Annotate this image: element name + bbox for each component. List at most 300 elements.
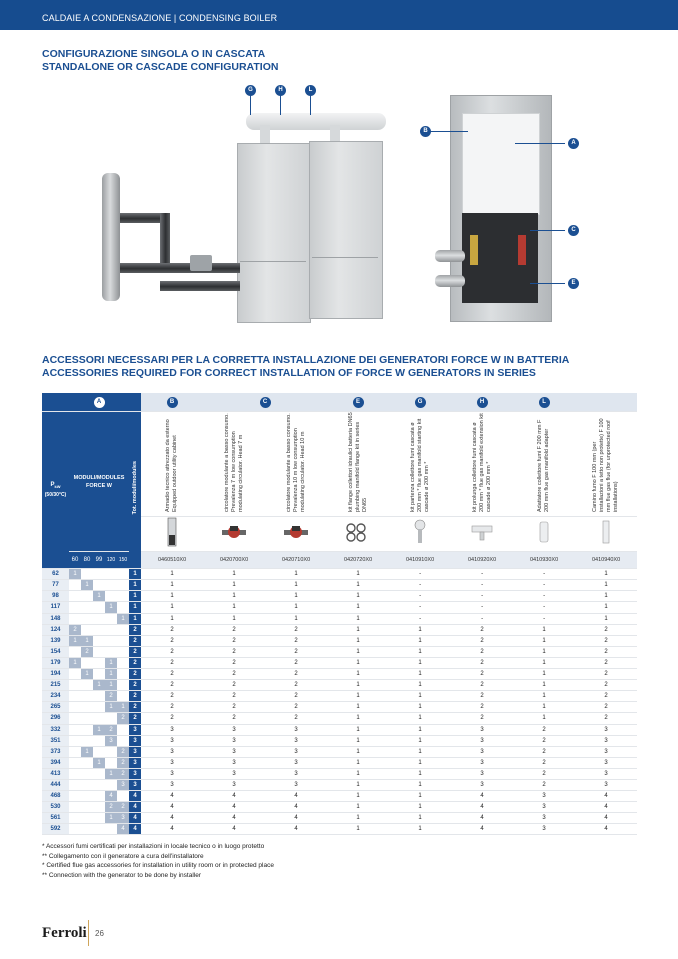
module-size-60: 60 <box>69 552 81 569</box>
module-size-150: 150 <box>117 552 129 569</box>
table-row <box>42 768 637 779</box>
row-total-modules: 4 <box>129 802 141 813</box>
row-module-count <box>105 824 117 835</box>
row-accessory-qty: 1 <box>513 691 575 702</box>
row-total-modules: 4 <box>129 824 141 835</box>
group-g-header <box>389 393 451 412</box>
pump-group <box>190 255 212 271</box>
row-accessory-qty: 2 <box>203 713 265 724</box>
row-module-count <box>117 735 129 746</box>
row-accessory-qty: 2 <box>265 624 327 635</box>
section-title-en: ACCESSORIES REQUIRED FOR CORRECT INSTALLATION OF FORCE W GENERATORS IN SERIES <box>42 366 536 379</box>
row-total-modules: 1 <box>129 569 141 580</box>
row-accessory-qty: 1 <box>327 791 389 802</box>
row-module-count <box>105 635 117 646</box>
row-accessory-qty: 2 <box>203 680 265 691</box>
row-module-count: 2 <box>69 624 81 635</box>
row-module-count <box>93 791 105 802</box>
acc-code-2: 0420710X0 <box>265 552 327 569</box>
row-accessory-qty: 4 <box>575 824 637 835</box>
section-title-en: STANDALONE OR CASCADE CONFIGURATION <box>42 60 279 73</box>
row-accessory-qty: 3 <box>141 768 203 779</box>
row-module-count: 2 <box>105 724 117 735</box>
row-accessory-qty: 2 <box>265 657 327 668</box>
tot-modules-header: Tot. moduli/modules <box>129 412 141 569</box>
row-accessory-qty: 3 <box>141 746 203 757</box>
row-module-count: 1 <box>105 602 117 613</box>
row-accessory-qty: 3 <box>575 757 637 768</box>
row-module-count <box>93 646 105 657</box>
row-module-count <box>81 802 93 813</box>
row-module-count: 1 <box>105 657 117 668</box>
row-module-count <box>117 691 129 702</box>
row-module-count <box>81 691 93 702</box>
flange-kit-icon <box>327 517 389 552</box>
group-marker-g: G <box>415 397 426 408</box>
top-header-bar <box>0 0 678 30</box>
row-accessory-qty: 2 <box>265 646 327 657</box>
group-marker-b: B <box>167 397 178 408</box>
row-accessory-qty: - <box>389 569 451 580</box>
row-kw: 62 <box>42 569 69 580</box>
row-total-modules: 4 <box>129 791 141 802</box>
row-accessory-qty: 1 <box>513 624 575 635</box>
row-accessory-qty: 1 <box>327 646 389 657</box>
row-module-count <box>69 580 81 591</box>
row-total-modules: 3 <box>129 768 141 779</box>
row-accessory-qty: 3 <box>141 735 203 746</box>
row-kw: 265 <box>42 702 69 713</box>
row-kw: 592 <box>42 824 69 835</box>
row-module-count: 3 <box>105 735 117 746</box>
acc-code-6: 0410930X0 <box>513 552 575 569</box>
row-kw: 194 <box>42 669 69 680</box>
group-b-header <box>141 393 203 412</box>
row-accessory-qty: 2 <box>451 669 513 680</box>
row-accessory-qty: 2 <box>141 680 203 691</box>
marker-b: B <box>420 126 431 137</box>
row-total-modules: 2 <box>129 657 141 668</box>
cabinet-left-split <box>240 261 306 262</box>
row-kw: 413 <box>42 768 69 779</box>
row-total-modules: 1 <box>129 602 141 613</box>
row-module-count <box>81 724 93 735</box>
table-row <box>42 757 637 768</box>
row-accessory-qty: 2 <box>451 680 513 691</box>
cabinet-icon <box>141 517 203 552</box>
row-module-count <box>69 691 81 702</box>
row-accessory-qty: 1 <box>141 580 203 591</box>
row-module-count <box>105 779 117 790</box>
row-accessory-qty: 2 <box>451 646 513 657</box>
connection-upper <box>435 250 465 262</box>
row-accessory-qty: 4 <box>141 791 203 802</box>
acc-desc-6: Adattatore collettore fumi F 200 mm F 200 mm flue gas manifold adapter <box>513 412 575 517</box>
row-accessory-qty: 4 <box>451 813 513 824</box>
row-module-count: 2 <box>105 691 117 702</box>
row-accessory-qty: 2 <box>141 646 203 657</box>
row-module-count <box>117 624 129 635</box>
connection-lower <box>435 275 465 287</box>
row-total-modules: 2 <box>129 702 141 713</box>
pump-icon <box>265 517 327 552</box>
row-accessory-qty: 1 <box>389 802 451 813</box>
row-accessory-qty: 1 <box>327 613 389 624</box>
row-accessory-qty: 3 <box>141 757 203 768</box>
marker-g: G <box>245 85 256 96</box>
row-accessory-qty: 2 <box>513 757 575 768</box>
table-row <box>42 591 637 602</box>
row-module-count: 4 <box>105 791 117 802</box>
row-accessory-qty: 1 <box>327 746 389 757</box>
row-accessory-qty: 2 <box>265 680 327 691</box>
row-accessory-qty: - <box>451 602 513 613</box>
row-module-count <box>105 591 117 602</box>
row-module-count: 1 <box>93 757 105 768</box>
footer-divider <box>88 920 89 946</box>
row-accessory-qty: 3 <box>203 757 265 768</box>
row-accessory-qty: 3 <box>451 724 513 735</box>
row-accessory-qty: 3 <box>513 802 575 813</box>
group-marker-h: H <box>477 397 488 408</box>
row-accessory-qty: 2 <box>265 702 327 713</box>
row-accessory-qty: 4 <box>575 802 637 813</box>
row-module-count: 1 <box>81 746 93 757</box>
row-module-count <box>69 757 81 768</box>
row-module-count <box>93 702 105 713</box>
row-accessory-qty: 1 <box>327 757 389 768</box>
row-accessory-qty: 1 <box>513 713 575 724</box>
row-accessory-qty: 2 <box>141 635 203 646</box>
row-accessory-qty: 1 <box>141 602 203 613</box>
row-kw: 179 <box>42 657 69 668</box>
row-accessory-qty: 2 <box>203 691 265 702</box>
header-corner <box>42 393 69 412</box>
row-accessory-qty: 1 <box>203 591 265 602</box>
row-accessory-qty: 3 <box>265 757 327 768</box>
marker-l: L <box>305 85 316 96</box>
row-module-count: 1 <box>93 724 105 735</box>
row-module-count <box>81 757 93 768</box>
row-total-modules: 1 <box>129 591 141 602</box>
row-module-count <box>81 613 93 624</box>
row-accessory-qty: 1 <box>141 569 203 580</box>
acc-code-5: 0410920X0 <box>451 552 513 569</box>
row-accessory-qty: 4 <box>265 802 327 813</box>
footnote-4: ** Connection with the generator to be done by installer <box>42 871 201 879</box>
row-accessory-qty: 1 <box>389 657 451 668</box>
row-accessory-qty: 1 <box>265 613 327 624</box>
row-module-count: 1 <box>69 635 81 646</box>
row-module-count <box>81 602 93 613</box>
modules-header: MODULI/MODULES FORCE W <box>69 412 129 552</box>
table-row <box>42 791 637 802</box>
pipe-red <box>518 235 526 265</box>
pump-icon <box>203 517 265 552</box>
row-module-count <box>117 591 129 602</box>
row-module-count <box>69 613 81 624</box>
row-module-count <box>117 602 129 613</box>
table-row <box>42 813 637 824</box>
row-total-modules: 3 <box>129 746 141 757</box>
row-module-count <box>69 591 81 602</box>
row-module-count <box>117 580 129 591</box>
row-kw: 444 <box>42 779 69 790</box>
row-accessory-qty: 2 <box>141 669 203 680</box>
row-accessory-qty: 4 <box>265 824 327 835</box>
row-module-count <box>69 735 81 746</box>
row-accessory-qty: 1 <box>513 680 575 691</box>
row-accessory-qty: 4 <box>451 824 513 835</box>
row-accessory-qty: 2 <box>203 624 265 635</box>
row-accessory-qty: 1 <box>389 768 451 779</box>
row-accessory-qty: 3 <box>575 768 637 779</box>
row-accessory-qty: 2 <box>575 646 637 657</box>
row-accessory-qty: 1 <box>513 702 575 713</box>
row-module-count <box>81 591 93 602</box>
row-accessory-qty: 3 <box>265 735 327 746</box>
row-accessory-qty: 3 <box>451 757 513 768</box>
row-total-modules: 2 <box>129 680 141 691</box>
pipe-bottom <box>160 281 240 291</box>
table-row <box>42 569 637 580</box>
ferroli-logo: Ferroli <box>42 925 87 941</box>
table-row <box>42 691 637 702</box>
row-module-count: 2 <box>117 757 129 768</box>
row-kw: 351 <box>42 735 69 746</box>
row-accessory-qty: 1 <box>389 624 451 635</box>
table-row <box>42 713 637 724</box>
row-accessory-qty: 1 <box>327 691 389 702</box>
acc-code-0: 0460510X0 <box>141 552 203 569</box>
table-row <box>42 735 637 746</box>
row-accessory-qty: 1 <box>327 580 389 591</box>
row-accessory-qty: 1 <box>327 724 389 735</box>
row-accessory-qty: 2 <box>203 669 265 680</box>
row-module-count <box>93 669 105 680</box>
row-accessory-qty: 3 <box>575 724 637 735</box>
row-module-count: 2 <box>81 646 93 657</box>
row-accessory-qty: 3 <box>575 746 637 757</box>
acc-desc-1: circolatore modulante a basso consumo. Prevalenza 7 m low consumption modulating circulator. Head 7 m <box>203 412 265 517</box>
row-accessory-qty: 1 <box>327 735 389 746</box>
row-module-count <box>93 735 105 746</box>
row-accessory-qty: 1 <box>327 591 389 602</box>
table-row <box>42 680 637 691</box>
row-accessory-qty: 2 <box>141 657 203 668</box>
row-module-count <box>105 569 117 580</box>
row-module-count: 1 <box>93 591 105 602</box>
row-accessory-qty: 2 <box>575 713 637 724</box>
row-module-count <box>81 657 93 668</box>
row-accessory-qty: 3 <box>575 779 637 790</box>
row-accessory-qty: 3 <box>451 735 513 746</box>
row-accessory-qty: - <box>389 602 451 613</box>
row-accessory-qty: 4 <box>203 813 265 824</box>
row-accessory-qty: 1 <box>389 813 451 824</box>
row-module-count: 3 <box>117 779 129 790</box>
row-accessory-qty: 3 <box>203 768 265 779</box>
row-module-count <box>93 713 105 724</box>
row-accessory-qty: 1 <box>327 635 389 646</box>
row-module-count <box>69 602 81 613</box>
flue-extension-icon <box>451 517 513 552</box>
row-accessory-qty: 1 <box>327 680 389 691</box>
row-accessory-qty: 1 <box>513 657 575 668</box>
row-accessory-qty: 1 <box>575 580 637 591</box>
acc-desc-3: kit flange collettori idraulici batteria DN65 plumbing manifold flange kit in series DN65 <box>327 412 389 517</box>
acc-code-7: 0410940X0 <box>575 552 637 569</box>
acc-desc-5: kit prolunga collettore fumi cascata ø 200 mm * flue gas manifold extension kit cascade ø 200 mm * <box>451 412 513 517</box>
row-accessory-qty: 2 <box>451 635 513 646</box>
row-module-count <box>69 791 81 802</box>
pkw-header: $P_{kW}$ (50/30°C) <box>42 412 69 569</box>
row-module-count <box>69 779 81 790</box>
module-size-80: 80 <box>81 552 93 569</box>
row-accessory-qty: 2 <box>575 680 637 691</box>
row-module-count <box>93 746 105 757</box>
row-module-count <box>93 824 105 835</box>
row-module-count <box>117 669 129 680</box>
row-accessory-qty: - <box>451 613 513 624</box>
row-module-count <box>105 746 117 757</box>
row-module-count <box>81 768 93 779</box>
group-marker-l: L <box>539 397 550 408</box>
row-accessory-qty: 1 <box>327 802 389 813</box>
row-accessory-qty: 3 <box>451 746 513 757</box>
row-module-count: 1 <box>105 768 117 779</box>
row-accessory-qty: 4 <box>451 802 513 813</box>
row-kw: 154 <box>42 646 69 657</box>
row-module-count <box>93 613 105 624</box>
cabinet-right <box>309 141 383 319</box>
row-accessory-qty: 1 <box>327 824 389 835</box>
row-accessory-qty: 1 <box>389 724 451 735</box>
row-accessory-qty: 4 <box>203 791 265 802</box>
group-c-header <box>203 393 327 412</box>
row-total-modules: 4 <box>129 813 141 824</box>
row-module-count: 1 <box>69 569 81 580</box>
row-kw: 139 <box>42 635 69 646</box>
row-accessory-qty: 1 <box>265 569 327 580</box>
row-accessory-qty: 4 <box>575 813 637 824</box>
table-row <box>42 635 637 646</box>
row-module-count: 2 <box>117 713 129 724</box>
row-module-count <box>93 602 105 613</box>
row-accessory-qty: 4 <box>141 802 203 813</box>
row-accessory-qty: 2 <box>575 624 637 635</box>
section-title-it: ACCESSORI NECESSARI PER LA CORRETTA INSTALLAZIONE DEI GENERATORI FORCE W IN BATTERIA <box>42 354 570 366</box>
row-accessory-qty: 4 <box>451 791 513 802</box>
row-module-count <box>93 635 105 646</box>
row-module-count <box>69 802 81 813</box>
acc-code-4: 0410910X0 <box>389 552 451 569</box>
row-total-modules: 2 <box>129 669 141 680</box>
row-module-count <box>81 735 93 746</box>
row-total-modules: 2 <box>129 646 141 657</box>
row-total-modules: 3 <box>129 724 141 735</box>
row-accessory-qty: 1 <box>327 624 389 635</box>
row-accessory-qty: 1 <box>389 635 451 646</box>
table-row <box>42 779 637 790</box>
table-row <box>42 746 637 757</box>
row-module-count: 2 <box>105 802 117 813</box>
row-accessory-qty: 3 <box>141 724 203 735</box>
row-accessory-qty: 1 <box>327 657 389 668</box>
row-accessory-qty: 1 <box>327 569 389 580</box>
row-module-count <box>81 779 93 790</box>
row-module-count <box>69 746 81 757</box>
row-accessory-qty: 3 <box>451 779 513 790</box>
group-marker-e: E <box>353 397 364 408</box>
row-module-count <box>93 768 105 779</box>
row-module-count <box>69 768 81 779</box>
row-module-count <box>69 713 81 724</box>
row-total-modules: 2 <box>129 635 141 646</box>
row-accessory-qty: 2 <box>451 624 513 635</box>
row-accessory-qty: 2 <box>575 702 637 713</box>
group-marker-c: C <box>260 397 271 408</box>
row-accessory-qty: 2 <box>451 691 513 702</box>
row-accessory-qty: 2 <box>265 691 327 702</box>
row-module-count <box>81 702 93 713</box>
row-kw: 98 <box>42 591 69 602</box>
table-row <box>42 624 637 635</box>
row-accessory-qty: - <box>389 580 451 591</box>
row-module-count <box>93 569 105 580</box>
row-accessory-qty: 1 <box>265 602 327 613</box>
table-row <box>42 724 637 735</box>
row-module-count <box>81 569 93 580</box>
row-module-count: 1 <box>81 635 93 646</box>
row-module-count: 1 <box>117 702 129 713</box>
row-accessory-qty: 1 <box>203 613 265 624</box>
row-accessory-qty: 1 <box>513 669 575 680</box>
acc-desc-2: circolatore modulante a basso consumo. Prevalenza 10 m low consumption modulating circulator. Head 10 m <box>265 412 327 517</box>
row-accessory-qty: 1 <box>575 613 637 624</box>
row-accessory-qty: 3 <box>265 724 327 735</box>
acc-code-3: 0420720X0 <box>327 552 389 569</box>
row-accessory-qty: 3 <box>203 746 265 757</box>
row-accessory-qty: 2 <box>203 702 265 713</box>
accessories-table-body <box>42 569 637 835</box>
row-accessory-qty: 4 <box>265 813 327 824</box>
row-kw: 148 <box>42 613 69 624</box>
row-kw: 332 <box>42 724 69 735</box>
row-accessory-qty: 3 <box>203 735 265 746</box>
row-accessory-qty: 2 <box>265 635 327 646</box>
row-accessory-qty: 1 <box>265 580 327 591</box>
row-module-count <box>105 580 117 591</box>
cabinet-right-split <box>312 257 378 258</box>
footnote-2: ** Collegamento con il generatore a cura dell'installatore <box>42 852 204 860</box>
header-title: CALDAIE A CONDENSAZIONE | CONDENSING BOILER <box>42 13 278 23</box>
table-row <box>42 802 637 813</box>
row-module-count <box>117 680 129 691</box>
row-accessory-qty: 3 <box>513 791 575 802</box>
group-h-header <box>451 393 513 412</box>
row-accessory-qty: 4 <box>203 802 265 813</box>
row-kw: 394 <box>42 757 69 768</box>
row-module-count <box>69 724 81 735</box>
row-accessory-qty: 2 <box>513 768 575 779</box>
table-row <box>42 613 637 624</box>
row-total-modules: 3 <box>129 757 141 768</box>
row-accessory-qty: 1 <box>389 757 451 768</box>
row-total-modules: 3 <box>129 735 141 746</box>
row-accessory-qty: 1 <box>513 646 575 657</box>
row-module-count <box>81 624 93 635</box>
